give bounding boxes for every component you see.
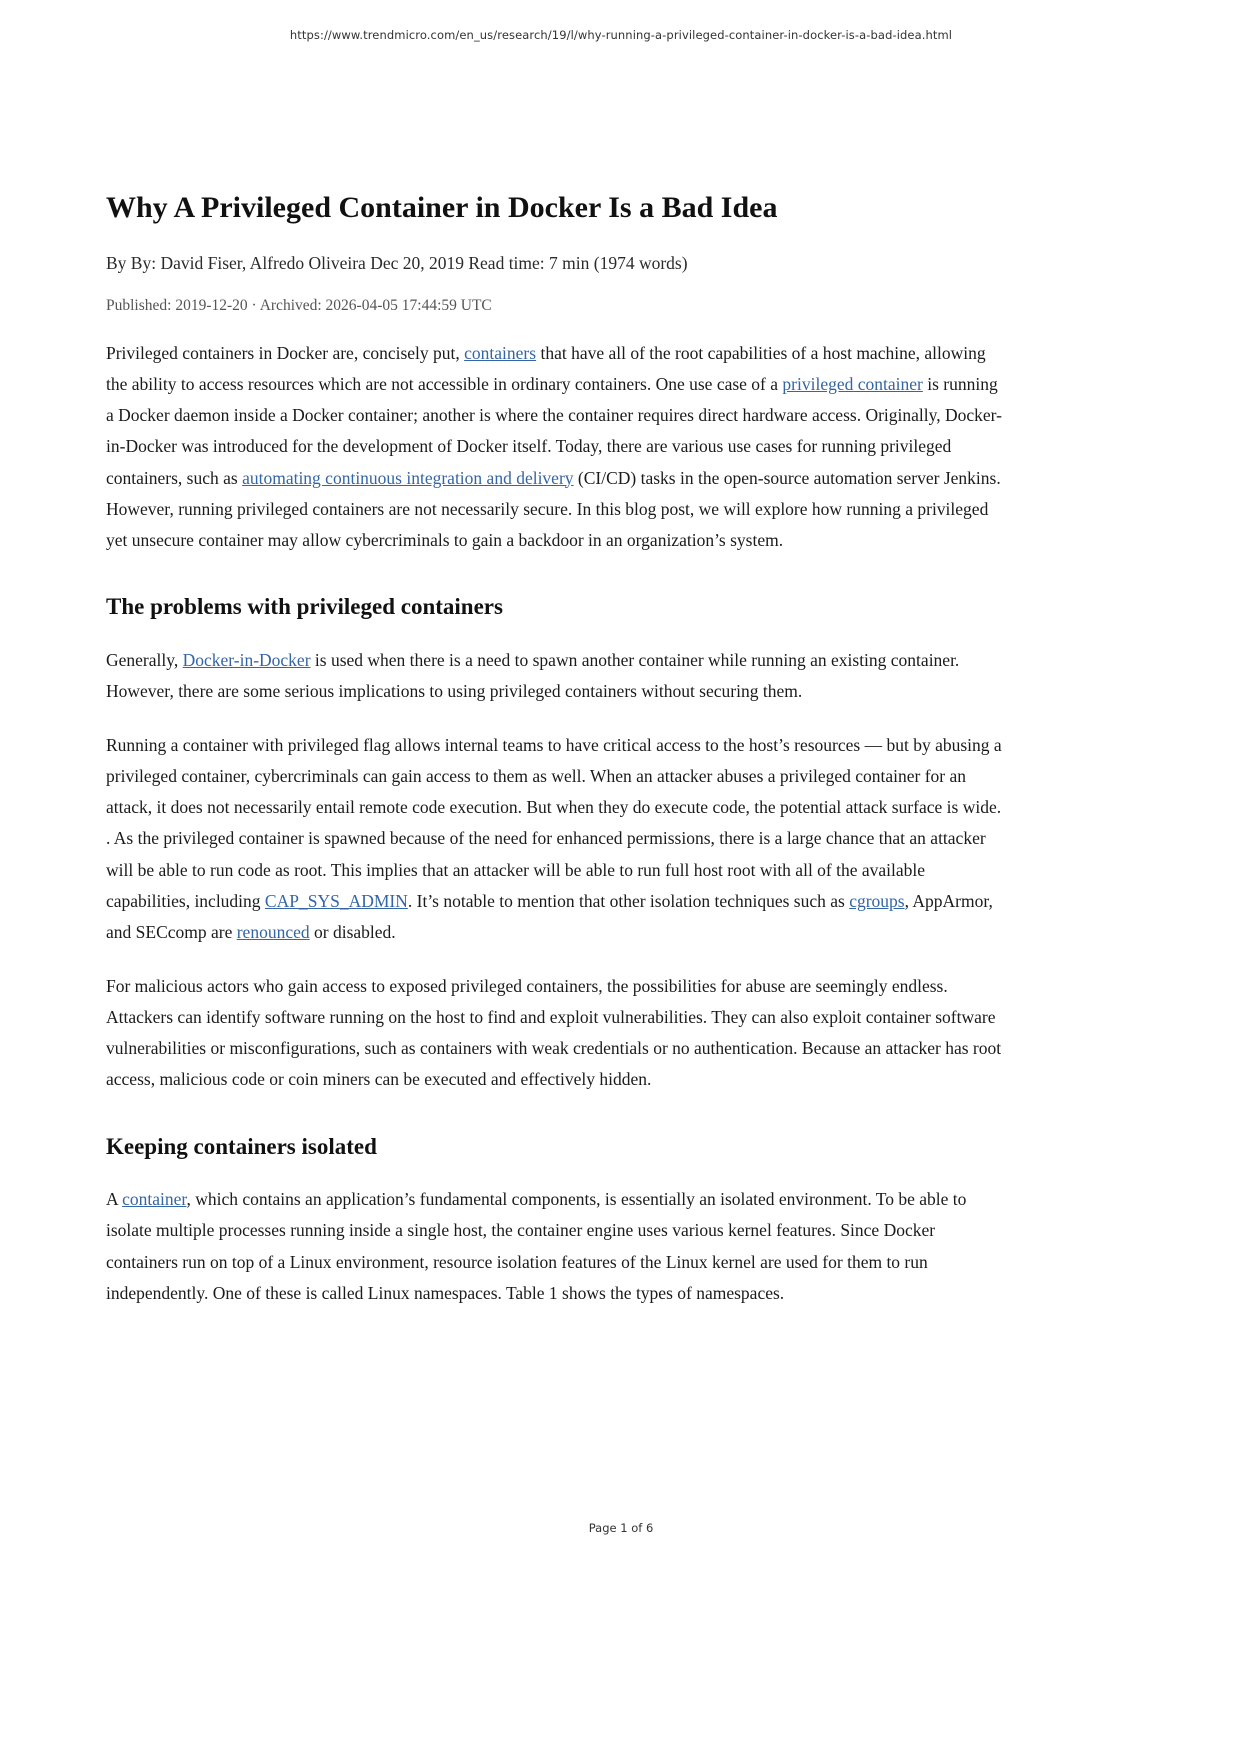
paragraph-problems-2: [106, 730, 1006, 948]
text-run: A: [106, 1189, 123, 1210]
inline-link[interactable]: container: [122, 1189, 187, 1210]
text-run: is used when there is a need to spawn another container while running an existing container. However, there are some serious implications to using privileged containers without securing them.: [106, 649, 960, 701]
paragraph-isolation-1: [106, 1184, 1006, 1309]
page-number: Page 1 of 6: [588, 1521, 654, 1535]
text-run: Generally,: [106, 649, 183, 670]
article-title: Why A Privileged Container in Docker Is a Bad Idea: [106, 191, 778, 224]
text-run: , which contains an application’s fundamental components, is essentially an isolated environment. To be able to isolate multiple processes running inside a single host, the container engine uses various kernel features. Since Docker containers run on top of a Linux environment, resource isolation features of the Linux kernel are used for them to run independently. One of these is called Linux namespaces. Table 1 shows the types of namespaces.: [106, 1189, 967, 1303]
text-run: or disabled.: [309, 921, 396, 942]
inline-link[interactable]: renounced: [236, 921, 310, 942]
print-header-url: https://www.trendmicro.com/en_us/research/19/l/why-running-a-privileged-container-in-docker-is-a-bad-idea.html: [289, 28, 953, 42]
inline-link[interactable]: automating continuous integration and delivery: [242, 467, 574, 488]
section-heading-problems: The problems with privileged containers: [106, 593, 503, 619]
inline-link[interactable]: privileged container: [782, 374, 923, 395]
section-heading-isolation: Keeping containers isolated: [106, 1133, 377, 1159]
article-published-line: Published: 2019-12-20 · Archived: 2026-04-05 17:44:59 UTC: [106, 297, 492, 314]
inline-link[interactable]: cgroups: [849, 890, 905, 911]
paragraph-problems-1: [106, 645, 1006, 707]
text-run: For malicious actors who gain access to exposed privileged containers, the possibilities for abuse are seemingly endless. Attackers can identify software running on the host to find and exploit vulnerabilities. They can also exploit container software vulnerabilities or misconfigurations, such as containers with weak credentials or no authentication. Because an attacker has root access, malicious code or coin miners can be executed and effectively hidden.: [106, 976, 1002, 1090]
inline-link[interactable]: Docker-in-Docker: [182, 649, 311, 670]
inline-link[interactable]: containers: [464, 343, 537, 363]
text-run: is running a Docker daemon inside a Docker container; another is where the container requires direct hardware access. Originally, Docker-in-Docker was introduced for the development of Docker itself. Today, there are various use cases for running privileged containers, such as: [106, 374, 1002, 488]
text-run: . It’s notable to mention that other isolation techniques such as: [407, 890, 850, 911]
text-run: (CI/CD) tasks in the open-source automation server Jenkins. However, running privileged containers are not necessarily secure. In this blog post, we will explore how running a privileged yet unsecure container may allow cybercriminals to gain a backdoor in an organization’s system.: [106, 467, 1001, 550]
text-run: that have all of the root capabilities of a host machine, allowing the ability to access resources which are not accessible in ordinary containers. One use case of a: [106, 343, 986, 395]
paragraph-intro: [106, 338, 1006, 556]
text-run: Privileged containers in Docker are, concisely put,: [106, 343, 465, 363]
inline-link[interactable]: CAP_SYS_ADMIN: [264, 890, 408, 911]
text-run: , AppArmor, and SECcomp are: [106, 890, 993, 942]
paragraph-problems-3: [106, 971, 1006, 1096]
article-body: [106, 0, 1006, 1309]
text-run: Running a container with privileged flag allows internal teams to have critical access to the host’s resources — but by abusing a privileged container, cybercriminals can gain access to them as well. When an attacker abuses a privileged container for an attack, it does not necessarily entail remote code execution. But when they do execute code, the potential attack surface is wide. . As the privileged container is spawned because of the need for enhanced permissions, there is a large chance that an attacker will be able to run code as root. This implies that an attacker will be able to run full host root with all of the available capabilities, including: [106, 735, 1002, 911]
article-byline: By By: David Fiser, Alfredo Oliveira Dec 20, 2019 Read time: 7 min (1974 words): [106, 253, 688, 273]
